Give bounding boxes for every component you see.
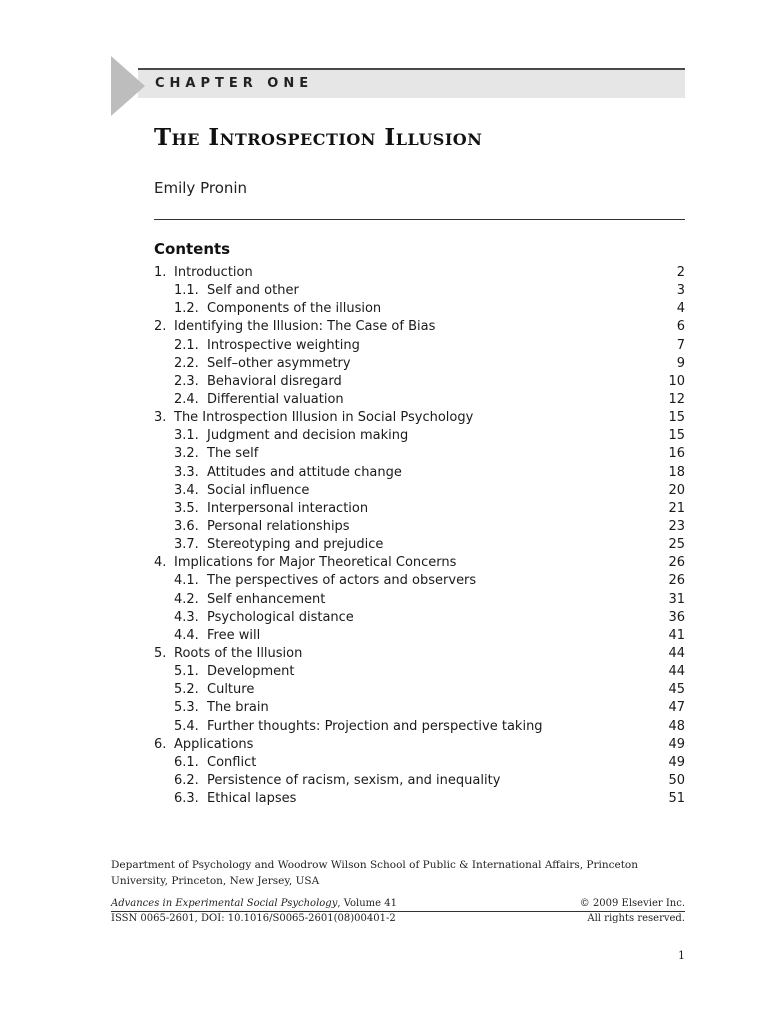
issn-doi: ISSN 0065-2601, DOI: 10.1016/S0065-2601(08)00401-2 [111, 913, 396, 924]
toc-entry-page: 31 [668, 591, 685, 607]
toc-entry-page: 2 [676, 265, 685, 280]
toc-entry-title: Introspective weighting [207, 337, 360, 353]
toc-entry-title: Roots of the Illusion [174, 645, 303, 661]
toc-entry[interactable] [154, 718, 685, 736]
toc-entry-number: 2.4. [174, 391, 199, 407]
table-of-contents [154, 264, 685, 808]
toc-entry[interactable] [154, 445, 685, 463]
toc-entry-title: Social influence [207, 482, 310, 498]
toc-entry[interactable] [154, 790, 685, 808]
toc-entry-page: 10 [668, 373, 685, 389]
toc-entry-title: Persistence of racism, sexism, and inequality [207, 772, 501, 788]
chapter-arrow-icon [111, 56, 145, 116]
toc-entry-title: Differential valuation [207, 391, 344, 407]
toc-entry[interactable] [154, 609, 685, 627]
toc-entry-page: 15 [668, 410, 685, 426]
toc-entry[interactable] [154, 300, 685, 318]
toc-entry[interactable] [154, 264, 685, 282]
toc-entry[interactable] [154, 282, 685, 300]
toc-entry-number: 6. [154, 736, 167, 752]
toc-entry[interactable] [154, 482, 685, 500]
toc-entry-number: 4.4. [174, 627, 199, 643]
toc-entry-page: 45 [668, 682, 685, 698]
toc-entry-title: Further thoughts: Projection and perspective taking [207, 718, 543, 734]
toc-entry-number: 6.3. [174, 791, 199, 807]
toc-entry-title: Introduction [174, 265, 253, 280]
toc-entry[interactable] [154, 772, 685, 790]
toc-entry-number: 2. [154, 319, 167, 335]
toc-entry[interactable] [154, 591, 685, 609]
toc-entry-title: Identifying the Illusion: The Case of Bias [174, 319, 436, 335]
toc-entry-title: Applications [174, 736, 254, 752]
toc-entry[interactable] [154, 536, 685, 554]
toc-entry-page: 18 [668, 464, 685, 480]
toc-entry-page: 12 [668, 391, 685, 407]
toc-entry-number: 3.7. [174, 537, 199, 553]
toc-entry-page: 49 [668, 736, 685, 752]
toc-entry[interactable] [154, 645, 685, 663]
toc-entry-page: 36 [668, 609, 685, 625]
toc-entry-page: 6 [676, 319, 685, 335]
toc-entry[interactable] [154, 355, 685, 373]
journal-volume: , Volume 41 [337, 898, 397, 909]
toc-entry-number: 5.2. [174, 682, 199, 698]
toc-entry-page: 41 [668, 627, 685, 643]
toc-entry-title: Components of the illusion [207, 301, 382, 317]
toc-entry-page: 23 [668, 518, 685, 534]
toc-entry[interactable] [154, 500, 685, 518]
toc-entry-number: 2.1. [174, 337, 199, 353]
chapter-title: The Introspection Illusion [154, 124, 483, 151]
toc-entry-number: 5.4. [174, 718, 199, 734]
toc-entry-number: 4.2. [174, 591, 199, 607]
toc-entry-title: The Introspection Illusion in Social Psychology [174, 410, 474, 426]
toc-entry-page: 26 [668, 573, 685, 589]
toc-entry-title: Implications for Major Theoretical Concerns [174, 555, 457, 571]
toc-entry-page: 44 [668, 664, 685, 680]
toc-entry-title: The self [207, 446, 259, 462]
toc-entry[interactable] [154, 373, 685, 391]
toc-entry-title: The perspectives of actors and observers [207, 573, 477, 589]
toc-entry-number: 1. [154, 265, 167, 280]
toc-entry[interactable] [154, 663, 685, 681]
toc-entry-title: Stereotyping and prejudice [207, 537, 384, 553]
toc-entry-page: 16 [668, 446, 685, 462]
toc-entry[interactable] [154, 681, 685, 699]
toc-entry-number: 5.3. [174, 700, 199, 716]
toc-entry[interactable] [154, 409, 685, 427]
toc-entry[interactable] [154, 627, 685, 645]
toc-entry-title: Psychological distance [207, 609, 354, 625]
toc-entry[interactable] [154, 572, 685, 590]
toc-entry-page: 21 [668, 500, 685, 516]
toc-entry-number: 3.4. [174, 482, 199, 498]
toc-entry-title: Free will [207, 627, 261, 643]
toc-entry-number: 3.6. [174, 518, 199, 534]
toc-entry[interactable] [154, 318, 685, 336]
toc-entry-title: Self and other [207, 283, 299, 299]
footer-divider [111, 911, 685, 912]
toc-entry-page: 50 [668, 772, 685, 788]
author-affiliation: Department of Psychology and Woodrow Wilson School of Public & International Affairs, Princeton University, Princeton, New Jersey, USA [111, 859, 639, 887]
page-number: 1 [678, 949, 685, 962]
toc-entry[interactable] [154, 699, 685, 717]
toc-entry[interactable] [154, 464, 685, 482]
toc-entry[interactable] [154, 427, 685, 445]
toc-entry[interactable] [154, 754, 685, 772]
chapter-label: CHAPTER ONE [155, 76, 314, 91]
toc-entry-number: 4. [154, 555, 167, 571]
toc-entry-title: Judgment and decision making [207, 428, 409, 444]
toc-entry-page: 48 [668, 718, 685, 734]
toc-entry-number: 4.3. [174, 609, 199, 625]
toc-entry-page: 44 [668, 645, 685, 661]
toc-entry-number: 3. [154, 410, 167, 426]
toc-entry-page: 15 [668, 428, 685, 444]
toc-entry-number: 1.2. [174, 301, 199, 317]
toc-entry-number: 1.1. [174, 283, 199, 299]
toc-entry-page: 7 [676, 337, 685, 353]
toc-entry[interactable] [154, 391, 685, 409]
toc-entry-title: Culture [207, 682, 255, 698]
toc-entry-title: Personal relationships [207, 518, 350, 534]
toc-entry-number: 3.1. [174, 428, 199, 444]
toc-entry-number: 5. [154, 645, 167, 661]
toc-entry-number: 4.1. [174, 573, 199, 589]
toc-entry-title: Ethical lapses [207, 791, 297, 807]
toc-entry[interactable] [154, 736, 685, 754]
toc-entry-title: The brain [207, 700, 269, 716]
toc-entry-title: Self enhancement [207, 591, 326, 607]
footer-issn-line [111, 913, 685, 924]
contents-heading: Contents [154, 240, 231, 258]
toc-entry-number: 6.2. [174, 772, 199, 788]
toc-entry-page: 4 [676, 301, 685, 317]
toc-entry-title: Behavioral disregard [207, 373, 342, 389]
author-name: Emily Pronin [154, 179, 248, 197]
toc-entry-page: 26 [668, 555, 685, 571]
toc-entry-number: 5.1. [174, 664, 199, 680]
toc-entry-page: 25 [668, 537, 685, 553]
toc-entry-number: 6.1. [174, 754, 199, 770]
toc-entry-number: 3.3. [174, 464, 199, 480]
toc-entry-title: Interpersonal interaction [207, 500, 369, 516]
divider [154, 219, 685, 220]
copyright: © 2009 Elsevier Inc. [579, 898, 685, 909]
toc-entry-number: 3.2. [174, 446, 199, 462]
toc-entry-title: Conflict [207, 754, 257, 770]
toc-entry[interactable] [154, 337, 685, 355]
toc-entry-title: Development [207, 664, 295, 680]
toc-entry-title: Attitudes and attitude change [207, 464, 402, 480]
toc-entry-page: 9 [676, 355, 685, 371]
toc-entry-page: 51 [668, 791, 685, 807]
toc-entry-number: 3.5. [174, 500, 199, 516]
toc-entry[interactable] [154, 518, 685, 536]
toc-entry-number: 2.2. [174, 355, 199, 371]
rights-reserved: All rights reserved. [587, 913, 685, 924]
footer-journal-line [111, 898, 685, 909]
journal-name: Advances in Experimental Social Psychology [111, 898, 338, 909]
toc-entry-page: 20 [668, 482, 685, 498]
toc-entry-page: 47 [668, 700, 685, 716]
toc-entry-number: 2.3. [174, 373, 199, 389]
toc-entry[interactable] [154, 554, 685, 572]
toc-entry-title: Self–other asymmetry [207, 355, 351, 371]
toc-entry-page: 49 [668, 754, 685, 770]
toc-entry-page: 3 [676, 283, 685, 299]
